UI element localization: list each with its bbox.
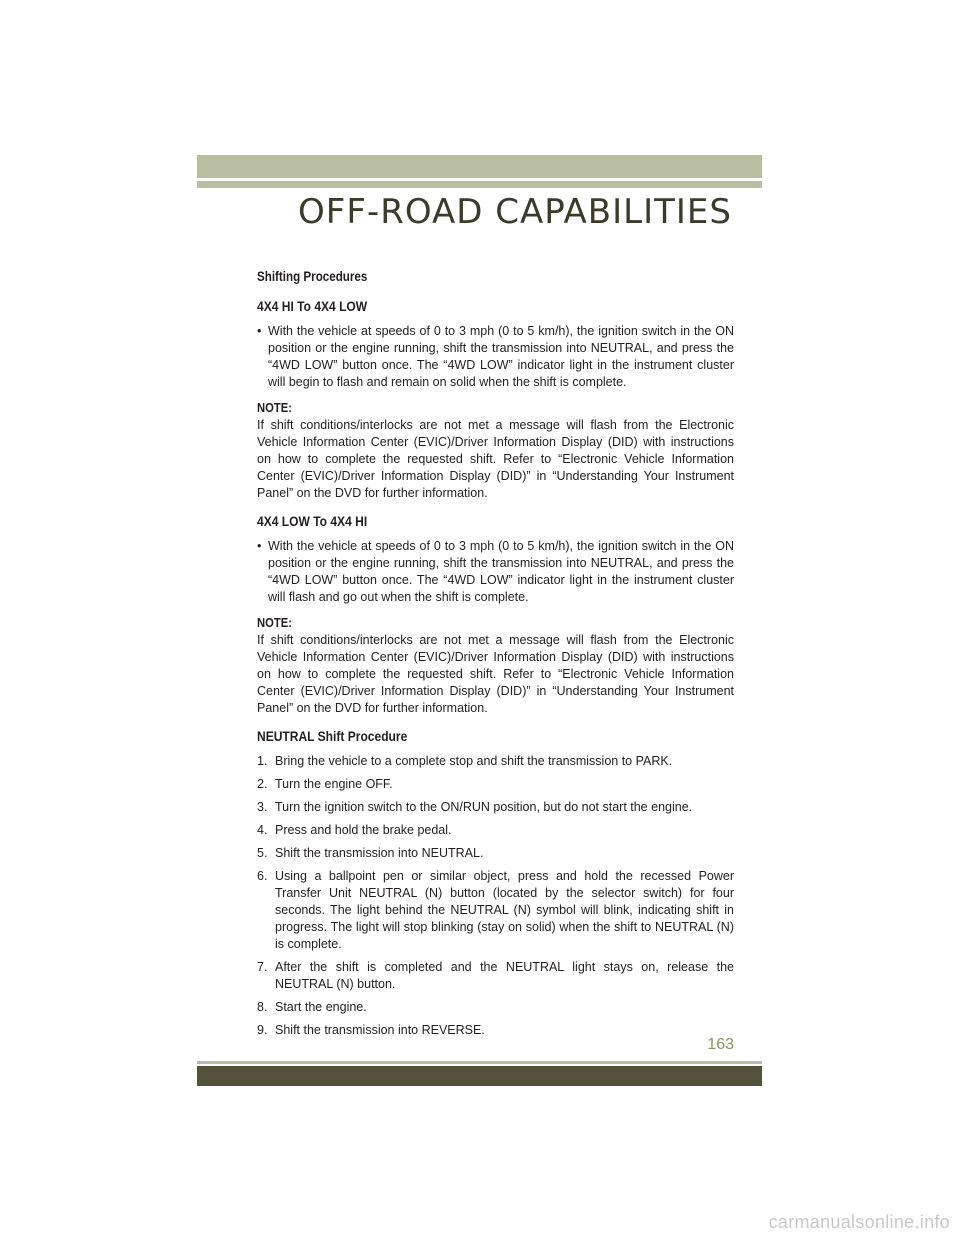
list-item: [257, 776, 734, 793]
step-number: 2.: [257, 777, 268, 791]
watermark: carmanualsonline.info: [768, 1212, 950, 1232]
bullet-hi-to-low: [257, 323, 734, 391]
footer-rule: [197, 1061, 762, 1064]
bullet-dot: •: [257, 324, 262, 338]
list-item: [257, 799, 734, 816]
step-number: 1.: [257, 754, 268, 768]
note-label: NOTE:: [257, 616, 293, 630]
list-item: [257, 959, 734, 993]
step-number: 7.: [257, 960, 268, 974]
heading-shifting-procedures: Shifting Procedures: [257, 269, 368, 284]
bullet-text: With the vehicle at speeds of 0 to 3 mph (0 to 5 km/h), the ignition switch in the ON position or the engine running, shift the transmission into NEUTRAL, and press the “4WD LOW” button once. The “4WD LOW” indicator light in the instrument cluster will flash and go out when the shift is complete.: [268, 539, 734, 604]
page-number: 163: [707, 1036, 734, 1053]
list-item: [257, 845, 734, 862]
subheading-hi-to-low: 4X4 HI To 4X4 LOW: [257, 298, 368, 314]
page-content: [257, 268, 734, 1045]
subheading-low-to-hi: 4X4 LOW To 4X4 HI: [257, 513, 368, 529]
step-text: Turn the ignition switch to the ON/RUN position, but do not start the engine.: [275, 800, 693, 814]
step-number: 3.: [257, 800, 268, 814]
header-rule: [197, 181, 762, 188]
step-text: Turn the engine OFF.: [275, 777, 393, 791]
neutral-steps-list: [257, 753, 734, 1039]
bullet-dot: •: [257, 539, 262, 553]
list-item: [257, 822, 734, 839]
list-item: [257, 999, 734, 1016]
step-text: Shift the transmission into NEUTRAL.: [275, 846, 484, 860]
step-text: Using a ballpoint pen or similar object, press and hold the recessed Power Transfer Unit NEUTRAL (N) button (located by the selector switch) for four seconds. The light behind the NEUTRAL (N) symbol will blink, indicating shift in progress. The light will stop blinking (stay on solid) when the shift to NEUTRAL (N) is complete.: [275, 869, 734, 951]
step-number: 6.: [257, 869, 268, 883]
section-title: OFF-ROAD CAPABILITIES: [298, 192, 732, 232]
step-number: 4.: [257, 823, 268, 837]
step-number: 8.: [257, 1000, 268, 1014]
step-number: 9.: [257, 1023, 268, 1037]
step-text: Press and hold the brake pedal.: [275, 823, 452, 837]
step-text: Bring the vehicle to a complete stop and shift the transmission to PARK.: [275, 754, 673, 768]
header-band: [197, 155, 762, 178]
footer-band: [197, 1066, 762, 1086]
note-label: NOTE:: [257, 401, 293, 415]
step-text: After the shift is completed and the NEUTRAL light stays on, release the NEUTRAL (N) button.: [275, 960, 734, 991]
list-item: [257, 753, 734, 770]
subheading-neutral-shift: NEUTRAL Shift Procedure: [257, 728, 408, 744]
list-item: [257, 868, 734, 953]
note-text: If shift conditions/interlocks are not met a message will flash from the Electronic Vehicle Information Center (EVIC)/Driver Information Display (DID) with instructions on how to complete the requested shift. Refer to “Electronic Vehicle Information Center (EVIC)/Driver Information Display (DID)” in “Understanding Your Instrument Panel” on the DVD for further information.: [257, 633, 734, 715]
step-number: 5.: [257, 846, 268, 860]
bullet-low-to-hi: [257, 538, 734, 606]
note-text: If shift conditions/interlocks are not met a message will flash from the Electronic Vehicle Information Center (EVIC)/Driver Information Display (DID) with instructions on how to complete the requested shift. Refer to “Electronic Vehicle Information Center (EVIC)/Driver Information Display (DID)” in “Understanding Your Instrument Panel” on the DVD for further information.: [257, 418, 734, 500]
step-text: Shift the transmission into REVERSE.: [275, 1023, 485, 1037]
step-text: Start the engine.: [275, 1000, 367, 1014]
list-item: [257, 1022, 734, 1039]
bullet-text: With the vehicle at speeds of 0 to 3 mph (0 to 5 km/h), the ignition switch in the ON position or the engine running, shift the transmission into NEUTRAL, and press the “4WD LOW” button once. The “4WD LOW” indicator light in the instrument cluster will begin to flash and remain on solid when the shift is complete.: [268, 324, 734, 389]
